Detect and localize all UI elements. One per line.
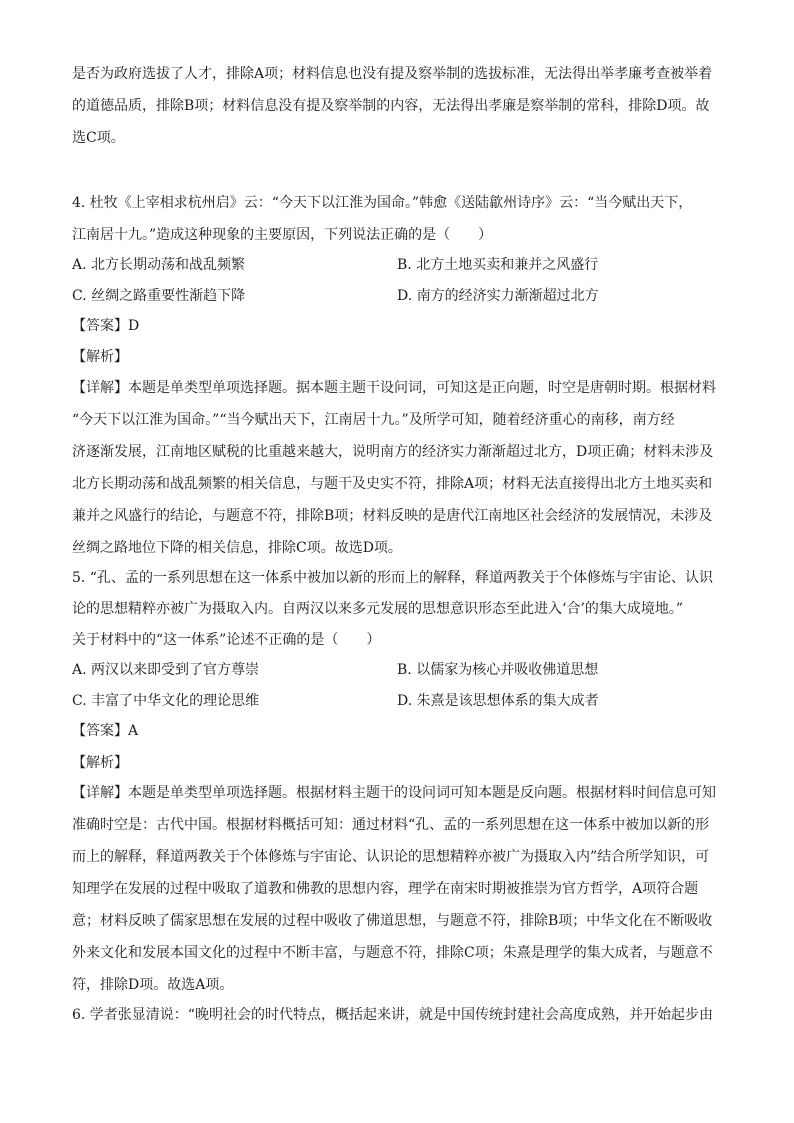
q4-analysis-label: 【解析】 [72,349,128,365]
q5-detail-line-4: 知理学在发展的过程中吸取了道教和佛教的思想内容，理学在南宋时期被推崇为官方哲学，A项符合题 [72,881,699,897]
q4-detail-line-2: “今天下以江淮为国命。”“当今赋出天下，江南居十九。”及所学可知，随着经济重心的南移，南方经 [72,412,675,428]
q4-option-b: B. 北方土地买卖和兼并之风盛行 [397,257,599,273]
q5-option-d: D. 朱熹是该思想体系的集大成者 [397,693,599,709]
q4-detail-line-1: 【详解】本题是单类型单项选择题。据本题主题干设问词，可知这是正向题，时空是唐朝时期。根据材料 [72,380,716,396]
q4-option-c: C. 丝绸之路重要性渐趋下降 [72,288,246,304]
q4-option-d: D. 南方的经济实力渐渐超过北方 [397,288,599,304]
q5-detail-line-6: 外来文化和发展本国文化的过程中不断丰富，与题意不符，排除C项；朱熹是理学的集大成者，与题意不 [72,945,713,961]
q4-answer: 【答案】D [72,318,140,334]
q5-detail-line-7: 符，排除D项。故选A项。 [72,977,234,993]
q4-option-a: A. 北方长期动荡和战乱频繁 [72,257,246,273]
q5-analysis-label: 【解析】 [72,755,128,771]
q4-detail-line-3: 济逐渐发展，江南地区赋税的比重越来越大，说明南方的经济实力渐渐超过北方，D项正确；材料未涉及 [72,444,714,460]
intro-line-1: 是否为政府选拔了人才，排除A项；材料信息也没有提及察举制的选拔标准，无法得出举孝廉考查被举着 [72,66,713,82]
q5-option-c: C. 丰富了中华文化的理论思维 [72,693,260,709]
q5-stem-line-3: 关于材料中的“这一体系”论述不正确的是（ ） [72,632,381,648]
q5-option-b: B. 以儒家为核心并吸收佛道思想 [397,662,599,678]
q6-stem-line-1: 6. 学者张显清说：“晚明社会的时代特点，概括起来讲，就是中国传统封建社会高度成熟，并开始起步由 [72,1007,713,1023]
q5-stem-line-2: 论的思想精粹亦被广为摄取入内。自两汉以来多元发展的思想意识形态至此进入‘合’的集大成境地。” [72,601,684,617]
q4-detail-line-5: 兼并之风盛行的结论，与题意不符，排除B项；材料反映的是唐代江南地区社会经济的发展情况，未涉及 [72,508,713,524]
intro-line-2: 的道德品质，排除B项；材料信息没有提及察举制的内容，无法得出孝廉是察举制的常科，排除D项。故 [72,98,710,114]
q5-option-a: A. 两汉以来即受到了官方尊崇 [72,662,260,678]
q5-detail-line-5: 意；材料反映了儒家思想在发展的过程中吸收了佛道思想，与题意不符，排除B项；中华文化在不断吸收 [72,913,713,929]
q4-detail-line-4: 北方长期动荡和战乱频繁的相关信息，与题干及史实不符，排除A项；材料无法直接得出北方土地买卖和 [72,476,713,492]
q4-stem-line-1: 4. 杜牧《上宰相求杭州启》云：“今天下以江淮为国命。”韩愈《送陆歙州诗序》云：“当今赋出天下， [72,195,693,211]
q5-stem-line-1: 5. “孔、孟的一系列思想在这一体系中被加以新的形而上的解释，释道两教关于个体修炼与宇宙论、认识 [72,570,713,586]
q5-detail-line-3: 而上的解释，释道两教关于个体修炼与宇宙论、认识论的思想精粹亦被广为摄取入内”结合所学知识，可 [72,849,710,865]
intro-line-3: 选C项。 [72,130,125,146]
q5-answer: 【答案】A [72,723,139,739]
q5-detail-line-2: 准确时空是：古代中国。根据材料概括可知：通过材料“孔、孟的一系列思想在这一体系中被加以新的形 [72,817,710,833]
q5-detail-line-1: 【详解】本题是单类型单项选择题。根据材料主题干的设问词可知本题是反向题。根据材料时间信息可知 [72,785,716,801]
q4-detail-line-6: 丝绸之路地位下降的相关信息，排除C项。故选D项。 [72,540,402,556]
q4-stem-line-2: 江南居十九。”造成这种现象的主要原因，下列说法正确的是（ ） [72,227,493,243]
